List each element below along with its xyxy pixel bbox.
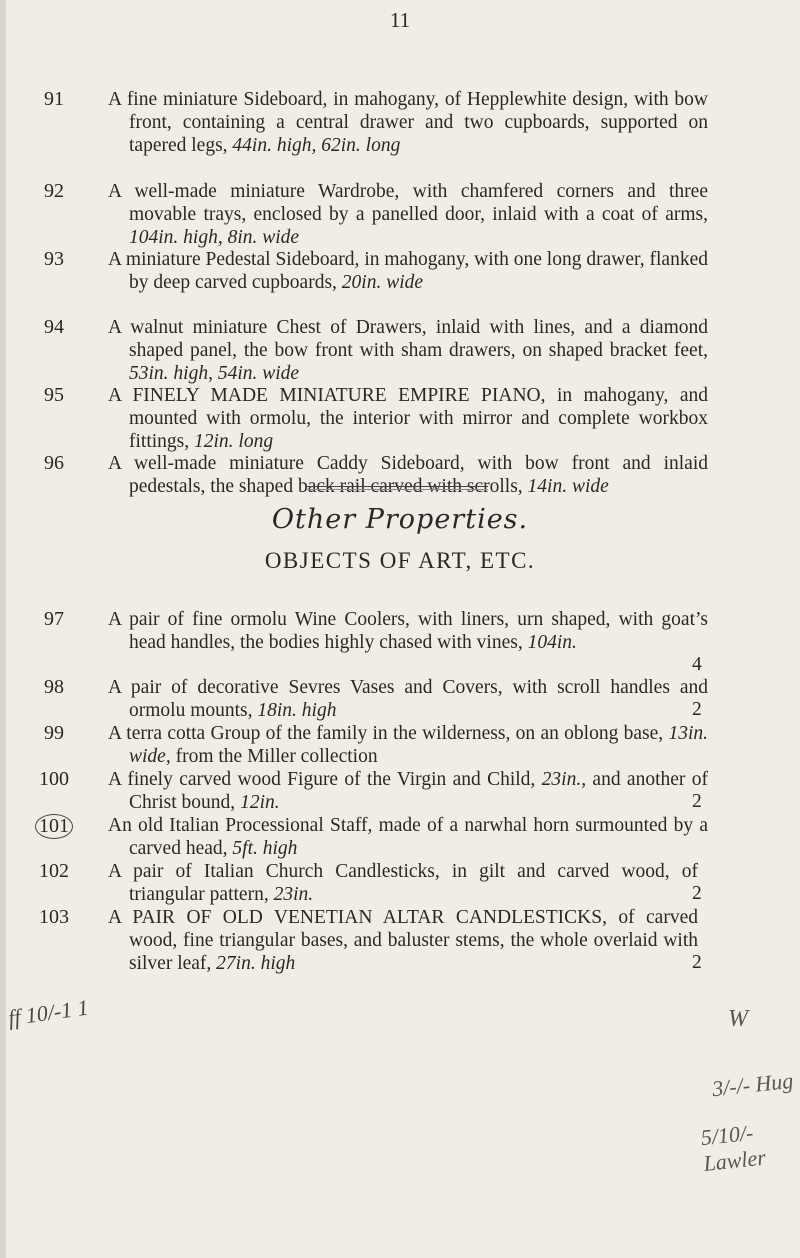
lot-quantity: 4: [692, 654, 702, 675]
lot-description: A PAIR OF OLD VENETIAN ALTAR CANDLESTICKS, of carved wood, fine triangular bases, and baluster stems, the whole overlaid with silver leaf, 27in. high: [108, 907, 698, 974]
lot-number: [30, 814, 78, 839]
lot-number: 94: [44, 316, 64, 338]
handwritten-annotation-right: 3/-/- Hug: [710, 1067, 795, 1102]
handwritten-annotation-left: ff 10/-1 1: [6, 994, 90, 1031]
lot-quantity: 2: [692, 952, 702, 973]
lot-description: A well-made miniature Wardrobe, with chamfered corners and three movable trays, enclosed by a panelled door, inlaid with a coat of arms, 104in. high, 8in. wide: [108, 181, 708, 248]
page-number: 11: [389, 8, 411, 32]
lot-number: 91: [44, 88, 64, 110]
lot-description: A pair of fine ormolu Wine Coolers, with liners, urn shaped, with goat’s head handles, the bodies highly chased with vines, 104in.: [108, 609, 708, 653]
lot-description: A well-made miniature Caddy Sideboard, with bow front and inlaid pedestals, the shaped back rail carved with scrolls, 14in. wide: [108, 453, 708, 497]
lot-number: 96: [44, 452, 64, 474]
lot-description: A pair of Italian Church Candlesticks, in gilt and carved wood, of triangular pattern, 23in.: [108, 861, 698, 905]
lot-number: 102: [39, 860, 69, 882]
handwritten-annotation-right: 5/10/- Lawler: [699, 1119, 767, 1176]
divider: [306, 486, 488, 487]
lot-description: A finely carved wood Figure of the Virgin and Child, 23in., and another of Christ bound, 12in.: [108, 769, 708, 813]
lot-description: A pair of decorative Sevres Vases and Covers, with scroll handles and ormolu mounts, 18in. high: [108, 677, 708, 721]
lot-description: A terra cotta Group of the family in the wilderness, on an oblong base, 13in. wide, from the Miller collection: [108, 723, 708, 767]
lot-number: 93: [44, 248, 64, 270]
section-heading: Other Properties.: [271, 504, 529, 535]
lot-number: 100: [39, 768, 69, 790]
lot-description: A FINELY MADE MINIATURE EMPIRE PIANO, in mahogany, and mounted with ormolu, the interior with mirror and complete workbox fittings, 12in. long: [108, 385, 708, 452]
divider: [306, 489, 488, 490]
lot-number: 103: [39, 906, 69, 928]
lot-description: An old Italian Processional Staff, made of a narwhal horn surmounted by a carved head, 5ft. high: [108, 815, 708, 859]
lot-number: 97: [44, 608, 64, 630]
lot-description: A miniature Pedestal Sideboard, in mahogany, with one long drawer, flanked by deep carved cupboards, 20in. wide: [108, 249, 708, 293]
lot-quantity: 2: [692, 791, 702, 812]
lot-number: 99: [44, 722, 64, 744]
handwritten-annotation-right: W: [728, 1006, 748, 1032]
section-subheading: OBJECTS OF ART, ETC.: [264, 548, 536, 573]
lot-quantity: 2: [692, 883, 702, 904]
circled-lot-number: 101: [35, 814, 73, 839]
lot-number: 95: [44, 384, 64, 406]
lot-number: 98: [44, 676, 64, 698]
lot-number: 92: [44, 180, 64, 202]
lot-description: A fine miniature Sideboard, in mahogany, of Hepplewhite design, with bow front, containing a central drawer and two cupboards, supported on tapered legs, 44in. high, 62in. long: [108, 89, 708, 156]
lot-description: A walnut miniature Chest of Drawers, inlaid with lines, and a diamond shaped panel, the bow front with sham drawers, on shaped bracket feet, 53in. high, 54in. wide: [108, 317, 708, 384]
lot-quantity: 2: [692, 699, 702, 720]
page-edge: [0, 0, 6, 1258]
